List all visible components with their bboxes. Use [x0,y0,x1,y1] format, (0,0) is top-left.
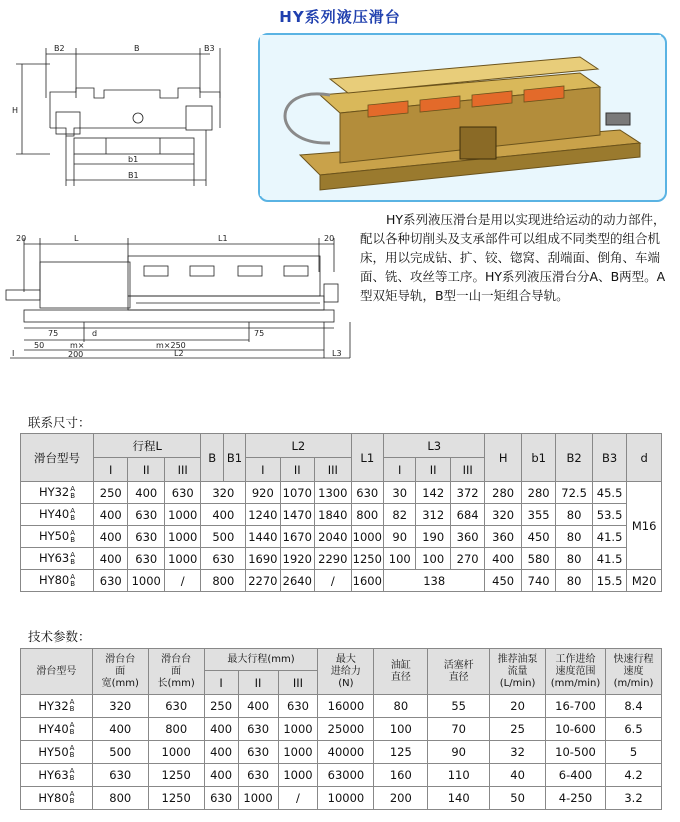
page-title: HY系列液压滑台 [279,8,401,26]
cell-text: 推荐油泵 [497,653,538,665]
cell-text: HY50 [38,744,69,759]
cell-text: 工作进给 [555,653,596,665]
cell-text: 流量 [507,665,528,677]
cell-text: B [69,774,75,783]
cell-text: 油缸 [390,659,411,671]
table-cell: 1000 [351,526,383,548]
table1-label: 联系尺寸： [28,415,91,430]
table-cell: 1000 [278,764,318,787]
ab-type-marker [70,574,75,588]
table-cell: 100 [384,548,416,570]
table-cell: 2040 [315,526,352,548]
table-cell: 400 [128,482,165,504]
cell-text: A [70,572,76,581]
table-cell: 400 [94,548,128,570]
cell-text: HY32 [38,698,69,713]
ab-type-marker [70,530,75,544]
table-cell: 360 [450,526,484,548]
ab-type-marker [70,508,75,522]
cell-text: 滑台台 [105,653,136,665]
table-cell: 630 [128,548,165,570]
table-cell: 10-500 [546,741,606,764]
header-force [318,649,374,695]
table-cell: 1690 [246,548,280,570]
table-cell: 10000 [318,787,374,810]
dim-label-l1: L1 [218,234,228,243]
table-cell: 90 [428,741,490,764]
cell-text: B [69,797,75,806]
table-cell: 320 [92,695,148,718]
header-stroke: 行程L [94,434,201,458]
header-roman: I [246,458,280,482]
table-cell: 90 [384,526,416,548]
cell-text: B [70,579,76,588]
table-row-model [21,718,93,741]
cell-text: HY63 [38,767,69,782]
table-cell: 1000 [164,548,201,570]
ab-type-marker [70,768,75,782]
table-cell: 1000 [164,504,201,526]
table-cell: 800 [201,570,246,592]
table-cell: 1300 [315,482,352,504]
dim-label-b: B [134,44,140,53]
header-roman: III [164,458,201,482]
dim-label-50: 50 [34,341,45,350]
table-row-model [21,741,93,764]
table-cell: 630 [92,764,148,787]
header-d: d [627,434,662,482]
header-pump [490,649,546,695]
table-cell: 1000 [164,526,201,548]
table-cell: 630 [148,695,204,718]
dim-label-d: d [92,329,98,338]
dimensions-table [20,433,662,592]
ab-type-marker [70,791,75,805]
table-cell: 82 [384,504,416,526]
table-cell: 30 [384,482,416,504]
ab-type-marker [70,722,75,736]
table-cell: 800 [351,504,383,526]
table-cell: 140 [428,787,490,810]
table-cell: 1000 [278,718,318,741]
table-cell: 1250 [351,548,383,570]
table-cell: 15.5 [592,570,626,592]
table-cell: 40000 [318,741,374,764]
table-cell: 372 [450,482,484,504]
table-cell: 630 [238,741,278,764]
cell-text: (m/min) [613,677,654,689]
cell-text: 直径 [390,671,411,683]
cell-text: HY50 [38,529,70,544]
table-cell: 6-400 [546,764,606,787]
dim-label-l3: L3 [332,349,342,358]
header-roman: II [416,458,450,482]
table-cell: 63000 [318,764,374,787]
dim-label-i: I [12,349,15,358]
table-cell: 800 [92,787,148,810]
table-cell: 1000 [238,787,278,810]
table-cell: 450 [521,526,555,548]
cell-text: HY80 [38,790,69,805]
cell-text: HY40 [38,721,69,736]
table-cell: 40 [490,764,546,787]
table-cell: 50 [490,787,546,810]
table-cell: 400 [238,695,278,718]
table-cell: 100 [416,548,450,570]
table-cell: 72.5 [556,482,593,504]
table-cell: 280 [485,482,522,504]
table-cell: 5 [605,741,661,764]
cell-text: (L/min) [499,677,536,689]
table-cell: 400 [204,718,238,741]
table-cell: 360 [485,526,522,548]
table-cell: 53.5 [592,504,626,526]
cell-text: HY80 [38,573,70,588]
header-roman: III [450,458,484,482]
header-roman: II [128,458,165,482]
header-roman: I [384,458,416,482]
dim-label-b1: B1 [128,171,139,180]
table-cell: 320 [201,482,246,504]
table-cell: 1600 [351,570,383,592]
table-cell: 142 [416,482,450,504]
table-cell: 4.2 [605,764,661,787]
table-cell: 20 [490,695,546,718]
dim-label-b2: B2 [54,44,65,53]
product-description: HY系列液压滑台是用以实现进给运动的动力部件，配以各种切削头及支承部件可以组成不同类型的组合机床，用以完成钻、扩、铰、锪窝、刮端面、倒角、车端面、铣、攻丝等工序。HY系列液压滑台分A、B两型。A型双矩导轨，B型一山一矩组合导轨。 [360,212,666,303]
table-cell: 80 [556,570,593,592]
table-cell: 25000 [318,718,374,741]
table-cell: 1840 [315,504,352,526]
table-cell: 2290 [315,548,352,570]
dim-label-20-left: 20 [16,234,27,243]
table-cell: 1470 [280,504,314,526]
dim-label-75-left: 75 [48,329,59,338]
cell-text: 活塞杆 [443,659,474,671]
header-roman: II [280,458,314,482]
cell-text: (N) [338,677,354,689]
dim-label-mx250: m×250 [156,341,186,350]
ab-type-marker [70,552,75,566]
technical-params-table [20,648,662,810]
table-cell: 1000 [148,741,204,764]
table-cell: 800 [148,718,204,741]
table-cell: 8.4 [605,695,661,718]
table-row-model [21,695,93,718]
table-cell: 25 [490,718,546,741]
table-cell: 400 [485,548,522,570]
table-cell: 55 [428,695,490,718]
header-l2: L2 [246,434,351,458]
table-cell: 630 [238,718,278,741]
d-m20-cell: M20 [627,570,662,592]
table-cell: 1240 [246,504,280,526]
header-b3: B3 [592,434,626,482]
table-cell: 1070 [280,482,314,504]
cell-text: 面 [115,665,126,677]
table-row-model [21,482,94,504]
table-cell: 630 [351,482,383,504]
product-photo-frame [258,33,667,202]
table-cell: / [164,570,201,592]
header-roman: III [278,671,318,695]
cell-text: 面 [171,665,182,677]
header-width [92,649,148,695]
table-cell: 250 [204,695,238,718]
header-model: 滑台型号 [21,434,94,482]
table-cell: 684 [450,504,484,526]
table-cell: 630 [204,787,238,810]
table-cell: 312 [416,504,450,526]
table-cell: 16-700 [546,695,606,718]
header-length [148,649,204,695]
header-cylinder [374,649,428,695]
table-cell: 400 [94,526,128,548]
header-l1: L1 [351,434,383,482]
header-model: 滑台型号 [21,649,93,695]
table-cell: 110 [428,764,490,787]
table-cell: 400 [204,764,238,787]
table-cell: 190 [416,526,450,548]
table-cell: 10-600 [546,718,606,741]
table-cell: 920 [246,482,280,504]
cell-text: HY32 [38,485,70,500]
table-cell: / [315,570,352,592]
dim-label-b1-small: b1 [128,155,139,164]
cell-text: HY63 [38,551,70,566]
table-cell: 500 [201,526,246,548]
cell-text: (mm/min) [550,677,601,689]
cell-text: B [70,513,76,522]
dim-label-l: L [74,234,79,243]
cell-text: 滑台台 [161,653,192,665]
cell-text: HY40 [38,507,70,522]
header-h: H [485,434,522,482]
table-row-model [21,548,94,570]
table-cell: 320 [485,504,522,526]
cell-text: 最大 [335,653,356,665]
table-cell: 630 [201,548,246,570]
table-cell: 160 [374,764,428,787]
side-view-drawing [4,232,356,366]
table-cell: 400 [204,741,238,764]
table-cell: 1250 [148,764,204,787]
header-b: B [201,434,223,482]
header-roman: I [204,671,238,695]
table-cell: 2640 [280,570,314,592]
dim-label-200: 200 [68,350,84,359]
cell-text: 直径 [448,671,469,683]
cell-text: A [69,721,75,730]
table-cell: 32 [490,741,546,764]
table-cell: / [278,787,318,810]
dim-label-mx: m× [70,341,85,350]
table-cell: 1920 [280,548,314,570]
cell-text: A [70,484,76,493]
cell-text: 宽(mm) [101,677,139,689]
header-roman: II [238,671,278,695]
table-cell: 500 [92,741,148,764]
table-cell: 125 [374,741,428,764]
dim-label-b3: B3 [204,44,215,53]
header-max-stroke: 最大行程(mm) [204,649,318,671]
cell-text: B [69,728,75,737]
table-cell: 138 [384,570,485,592]
dim-label-l2: L2 [174,349,184,358]
table-cell: 400 [94,504,128,526]
table-row-model [21,504,94,526]
table-cell: 630 [128,526,165,548]
header-b1: B1 [223,434,245,482]
table-cell: 80 [374,695,428,718]
table-cell: 630 [164,482,201,504]
header-l3: L3 [384,434,485,458]
table-cell: 1000 [278,741,318,764]
table-cell: 16000 [318,695,374,718]
header-rod [428,649,490,695]
cell-text: A [70,528,76,537]
table-cell: 41.5 [592,526,626,548]
dim-label-h: H [12,106,19,115]
table-cell: 450 [485,570,522,592]
table-row-model [21,764,93,787]
table-cell: 270 [450,548,484,570]
table-cell: 355 [521,504,555,526]
table-cell: 4-250 [546,787,606,810]
table-cell: 1250 [148,787,204,810]
table-row-model [21,526,94,548]
table-cell: 80 [556,504,593,526]
end-view-drawing [10,38,250,206]
cell-text: A [69,790,75,799]
cell-text: A [69,744,75,753]
table-cell: 100 [374,718,428,741]
table-cell: 200 [374,787,428,810]
table-cell: 3.2 [605,787,661,810]
table-cell: 80 [556,548,593,570]
table-cell: 250 [94,482,128,504]
dim-label-20-right: 20 [324,234,335,243]
header-b2: B2 [556,434,593,482]
cell-text: B [70,535,76,544]
table-cell: 740 [521,570,555,592]
cell-text: 长(mm) [157,677,195,689]
ab-type-marker [70,745,75,759]
table-cell: 45.5 [592,482,626,504]
header-roman: I [94,458,128,482]
cell-text: A [70,550,76,559]
table-cell: 70 [428,718,490,741]
header-sb1: b1 [521,434,555,482]
cell-text: B [69,705,75,714]
cell-text: 速度范围 [555,665,596,677]
cell-text: 快速行程 [613,653,654,665]
table-cell: 630 [238,764,278,787]
table-cell: 400 [201,504,246,526]
header-feed [546,649,606,695]
cell-text: A [69,698,75,707]
cell-text: B [70,557,76,566]
ab-type-marker [70,486,75,500]
table-row-model [21,787,93,810]
table-cell: 280 [521,482,555,504]
table-cell: 630 [278,695,318,718]
table-cell: 400 [92,718,148,741]
ab-type-marker [70,699,75,713]
table-cell: 580 [521,548,555,570]
cell-text: 进给力 [330,665,361,677]
cell-text: B [70,491,76,500]
header-rapid [605,649,661,695]
table-cell: 6.5 [605,718,661,741]
table-cell: 2270 [246,570,280,592]
table-cell: 1670 [280,526,314,548]
d-m16-cell: M16 [627,482,662,570]
table-cell: 1000 [128,570,165,592]
table-cell: 41.5 [592,548,626,570]
table2-label: 技术参数： [28,629,91,644]
table-cell: 630 [94,570,128,592]
table-row-model [21,570,94,592]
cell-text: A [70,506,76,515]
dim-label-75-right: 75 [254,329,265,338]
table-cell: 630 [128,504,165,526]
header-roman: III [315,458,352,482]
table-cell: 80 [556,526,593,548]
product-photo [260,35,661,196]
cell-text: B [69,751,75,760]
table-cell: 1440 [246,526,280,548]
cell-text: A [69,767,75,776]
cell-text: 速度 [623,665,644,677]
